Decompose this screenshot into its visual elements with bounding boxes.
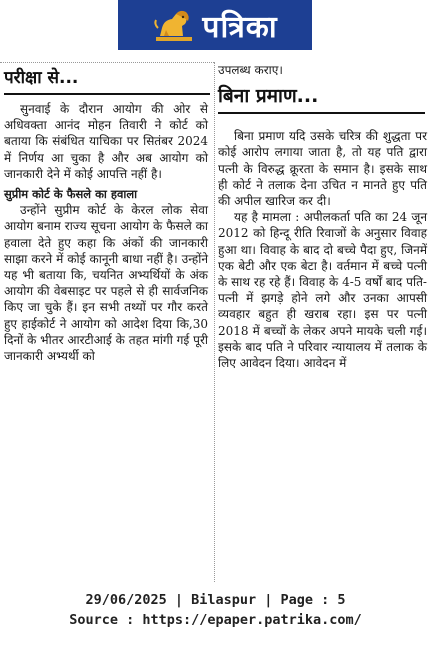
column-top-rule	[0, 62, 214, 63]
brand-name: पत्रिका	[202, 9, 278, 45]
right-paragraph-2: यह है मामला : अपीलकर्ता पति का 24 जून 2012 को हिन्दू रीति रिवाजों के अनुसार विवाह हुआ था। विवाह के बाद दो बच्चे पैदा हुए, जिनमें एक बेटी और एक बेटा है। वर्तमान में बच्चे पत्नी के साथ रह रहे हैं। विवाह के 4-5 वर्षों बाद पति-पत्नी में झगड़े होने लगे और उनका आपसी व्यवहार बहुत ही खराब रहा। इस पर पत्नी 2018 में बच्चों के लेकर अपने मायके चली गई। इसके बाद पति ने परिवार न्यायालय में तलाक के लिए आवेदन दिया। आवेदन में	[218, 210, 427, 371]
left-headline: परीक्षा से...	[4, 68, 79, 88]
left-paragraph-1: सुनवाई के दौरान आयोग की ओर से अधिवक्ता आनंद मोहन तिवारी ने कोर्ट को बताया कि संबंधित याचिका पर सितंबर 2024 में निर्णय आ चुका है और अब आयोग को जानकारी देने में कोई आपत्ति नहीं है।	[4, 102, 208, 181]
masthead	[118, 0, 312, 50]
left-subhead: सुप्रीम कोर्ट के फैसले का हवाला	[4, 187, 138, 202]
headline-underline	[4, 93, 210, 95]
left-paragraph-2: उन्होंने सुप्रीम कोर्ट के केरल लोक सेवा आयोग बनाम राज्य सूचना आयोग के फैसले का हवाला देते हुए कहा कि अंकों की जानकारी साझा करने में कोई कानूनी बाधा नहीं है। उन्होंने यह भी बताया कि, चयनित अभ्यर्थियों के अंक आयोग की वेबसाइट पर पहले से ही सार्वजनिक किए जा चुके हैं। इन सभी तथ्यों पर गौर करते हुए हाईकोर्ट ने आयोग को आदेश दिया कि,30 दिनों के भीतर आरटीआई के तहत मांगी गई पूरी जानकारी अभ्यर्थी को	[4, 203, 208, 364]
right-headline-underline	[218, 112, 425, 114]
footer-date-line: 29/06/2025 | Bilaspur | Page : 5	[85, 592, 346, 608]
right-continuation-line: उपलब्ध कराए।	[218, 63, 283, 77]
left-column	[0, 62, 215, 582]
lion-icon	[152, 6, 196, 44]
right-headline: बिना प्रमाण...	[218, 85, 319, 108]
right-column	[218, 62, 429, 582]
article-clip	[0, 62, 431, 582]
footer-source-line: Source : https://epaper.patrika.com/	[69, 612, 362, 628]
right-paragraph-1: बिना प्रमाण यदि उसके चरित्र की शुद्धता पर कोई आरोप लगाया जाता है, तो यह पति द्वारा पत्नी के विरुद्ध क्रूरता के समान है। इसके साथ ही कोर्ट ने तलाक देना उचित न मानते हुए पति की अपील खारिज कर दी।	[218, 129, 427, 209]
